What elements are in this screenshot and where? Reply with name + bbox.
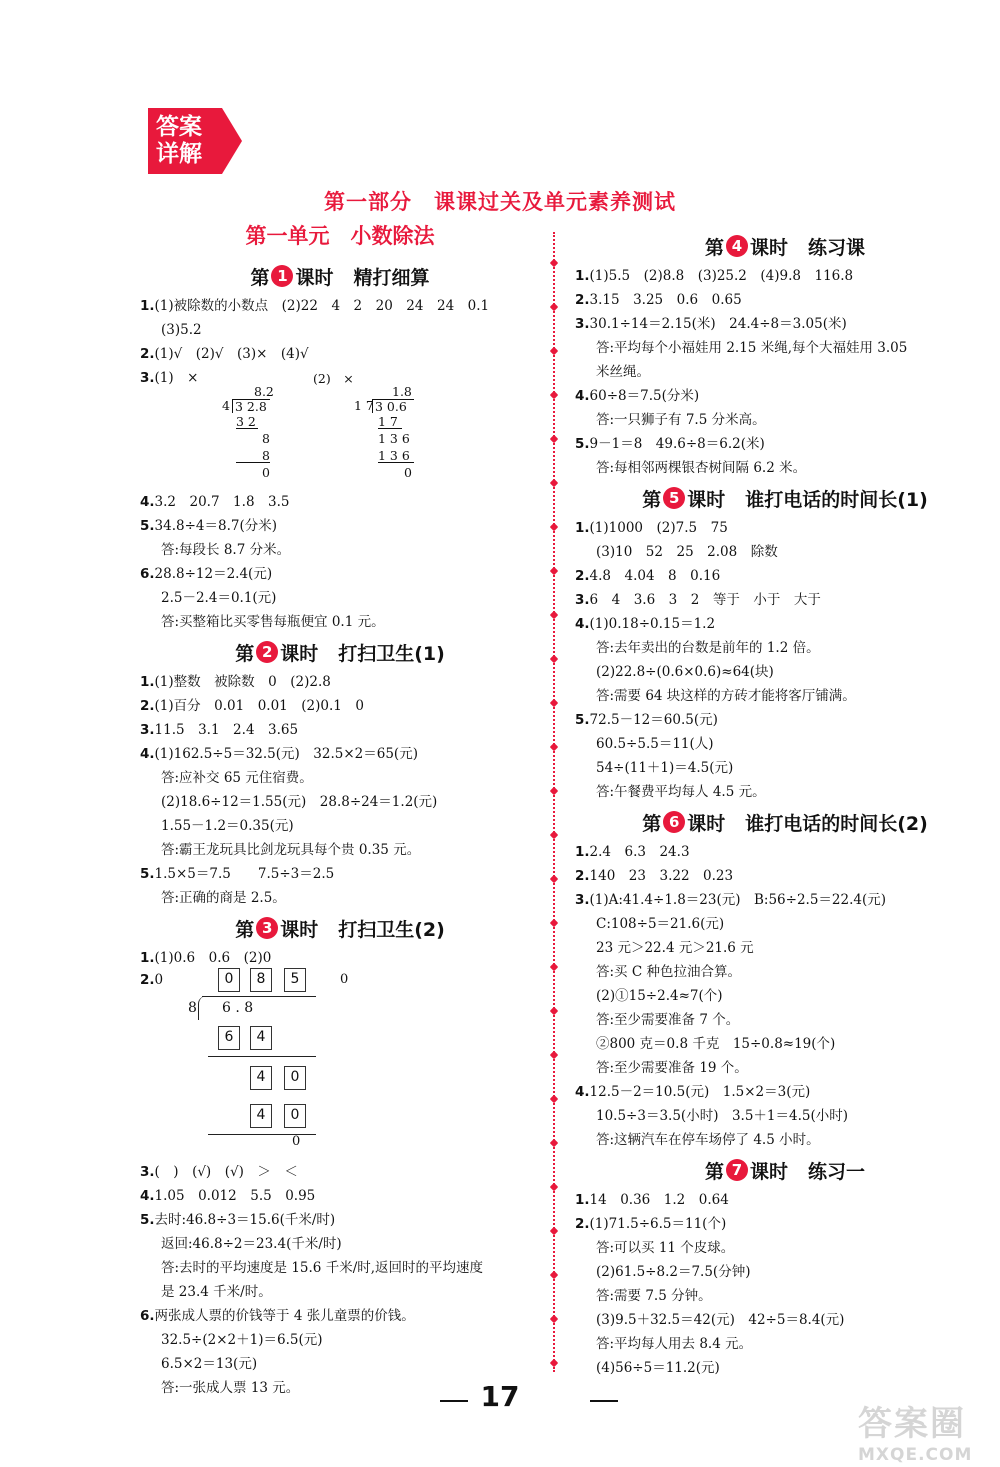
answer-text: C:108÷5＝21.6(元) bbox=[596, 916, 725, 932]
left-column bbox=[140, 222, 540, 1400]
quotient-box: 8 bbox=[250, 968, 272, 992]
answer-line bbox=[575, 708, 995, 732]
lesson-prefix: 第 bbox=[642, 812, 662, 835]
answer-text: 23 元＞22.4 元＞21.6 元 bbox=[596, 940, 754, 956]
answer-line bbox=[575, 612, 995, 636]
answer-text: 答:买整箱比买零售每瓶便宜 0.1 元。 bbox=[161, 614, 385, 630]
answer-line bbox=[140, 968, 163, 992]
lesson-name: 打扫卫生(1) bbox=[338, 642, 445, 665]
footer-rule-right bbox=[590, 1400, 618, 1402]
lesson-suffix: 课时 bbox=[280, 642, 319, 665]
answer-text: (1)162.5÷5＝32.5(元) 32.5×2＝65(元) bbox=[154, 746, 418, 762]
divider-marker bbox=[550, 1227, 558, 1235]
answer-text: 答:一张成人票 13 元。 bbox=[161, 1380, 300, 1396]
lesson-suffix: 课时 bbox=[280, 918, 319, 941]
question-number: 4. bbox=[140, 746, 155, 762]
lesson-prefix: 第 bbox=[235, 642, 255, 665]
lesson-name: 谁打电话的时间长(1) bbox=[745, 488, 928, 511]
answer-text: 答:霸王龙玩具比剑龙玩具每个贵 0.35 元。 bbox=[161, 842, 421, 858]
answer-text: 140 23 3.22 0.23 bbox=[589, 868, 734, 884]
answer-line bbox=[140, 1256, 540, 1280]
divider-marker bbox=[550, 523, 558, 531]
answer-line bbox=[575, 384, 995, 408]
divider-marker bbox=[550, 1183, 558, 1191]
question-number: 1. bbox=[575, 520, 590, 536]
answer-text: 答:应补交 65 元住宿费。 bbox=[161, 770, 313, 786]
answer-text: 1.5×5＝7.5 7.5÷3＝2.5 bbox=[154, 866, 335, 882]
watermark-top: 答案圈 bbox=[858, 1404, 966, 1444]
answer-text: (1)百分 0.01 0.01 (2)0.1 0 bbox=[154, 698, 364, 714]
answer-text: 32.5÷(2×2＋1)＝6.5(元) bbox=[161, 1332, 323, 1348]
divider-marker bbox=[550, 875, 558, 883]
answer-line bbox=[575, 360, 995, 384]
question-number: 5. bbox=[575, 436, 590, 452]
divider-marker bbox=[550, 699, 558, 707]
answer-text: (1)A:41.4÷1.8＝23(元) B:56÷2.5＝22.4(元) bbox=[589, 892, 887, 908]
part-title: 第一部分 课课过关及单元素养测试 bbox=[324, 190, 676, 214]
answer-line bbox=[575, 1236, 995, 1260]
question-number: 2. bbox=[575, 292, 590, 308]
answer-text: (4)56÷5＝11.2(元) bbox=[596, 1360, 720, 1376]
answer-text: 6.5×2＝13(元) bbox=[161, 1356, 258, 1372]
answer-text: 2.4 6.3 24.3 bbox=[589, 844, 690, 860]
lesson-suffix: 课时 bbox=[687, 488, 726, 511]
answer-text: (3)9.5＋32.5＝42(元) 42÷5＝8.4(元) bbox=[596, 1312, 845, 1328]
answer-line bbox=[140, 946, 540, 970]
answer-text: (2)18.6÷12＝1.55(元) 28.8÷24＝1.2(元) bbox=[161, 794, 438, 810]
lesson-name: 打扫卫生(2) bbox=[338, 918, 445, 941]
answer-line bbox=[575, 588, 995, 612]
long-division-2 bbox=[354, 386, 424, 486]
final-remainder: 0 bbox=[292, 1134, 301, 1149]
divider-marker bbox=[550, 1271, 558, 1279]
answer-text: 答:至少需要准备 19 个。 bbox=[596, 1060, 748, 1076]
quotient: 8.2 bbox=[254, 384, 274, 399]
answer-line bbox=[140, 886, 540, 910]
answer-text: 2.5－2.4＝0.1(元) bbox=[161, 590, 277, 606]
answer-line bbox=[140, 790, 540, 814]
lesson-1-heading bbox=[140, 258, 540, 294]
answer-text: 答:每相邻两棵银杏树间隔 6.2 米。 bbox=[596, 460, 807, 476]
answer-line bbox=[575, 684, 995, 708]
answer-line bbox=[575, 1356, 995, 1380]
answer-line bbox=[140, 1280, 540, 1304]
answer-text: ( ) (√) (√) ＞ ＜ bbox=[154, 1164, 298, 1180]
question-number: 4. bbox=[575, 388, 590, 404]
divider-marker bbox=[550, 1007, 558, 1015]
right-column bbox=[575, 228, 995, 1380]
answer-line bbox=[575, 960, 995, 984]
subtract-line bbox=[208, 1056, 316, 1057]
answer-text: 去时:46.8÷3＝15.6(千米/时) bbox=[154, 1212, 336, 1228]
quotient-box: 0 bbox=[218, 968, 240, 992]
answer-text: 30.1÷14＝2.15(米) 24.4÷8＝3.05(米) bbox=[589, 316, 847, 332]
divider-marker bbox=[550, 1051, 558, 1059]
answer-line bbox=[575, 456, 995, 480]
question-number: 2. bbox=[575, 868, 590, 884]
lesson-number-badge: 6 bbox=[663, 811, 685, 833]
answer-line bbox=[575, 1080, 995, 1104]
question-number: 1. bbox=[575, 268, 590, 284]
divider-marker bbox=[550, 611, 558, 619]
question-number: 6. bbox=[140, 1308, 155, 1324]
answer-text: 答:去年卖出的台数是前年的 1.2 倍。 bbox=[596, 640, 820, 656]
lesson-prefix: 第 bbox=[250, 266, 270, 289]
question-number: 3. bbox=[140, 1164, 155, 1180]
answer-text: 两张成人票的价钱等于 4 张儿童票的价钱。 bbox=[154, 1308, 415, 1324]
answer-text: 答:正确的商是 2.5。 bbox=[161, 890, 286, 906]
answer-text: 米丝绳。 bbox=[596, 364, 650, 380]
lesson-suffix: 课时 bbox=[687, 812, 726, 835]
divider-marker bbox=[550, 1359, 558, 1367]
answer-text: 60.5÷5.5＝11(人) bbox=[596, 736, 714, 752]
answer-line bbox=[140, 694, 540, 718]
answer-line bbox=[575, 1284, 995, 1308]
answer-line bbox=[575, 288, 995, 312]
answer-text: 9－1＝8 49.6÷8＝6.2(米) bbox=[589, 436, 765, 452]
watermark-bottom: MXQE.COM bbox=[858, 1445, 973, 1465]
answer-line bbox=[140, 1304, 540, 1328]
answer-text: (1)71.5÷6.5＝11(个) bbox=[589, 1216, 727, 1232]
lesson-1-answers-cont bbox=[140, 490, 540, 634]
answer-line bbox=[140, 342, 540, 366]
answer-text: (3)5.2 bbox=[161, 322, 202, 338]
answer-line bbox=[575, 1056, 995, 1080]
page-number: 17 bbox=[480, 1380, 520, 1413]
answer-line bbox=[575, 756, 995, 780]
answer-line bbox=[575, 432, 995, 456]
lesson-3-answers bbox=[140, 1160, 540, 1400]
lesson-suffix: 课时 bbox=[749, 1160, 788, 1183]
step-3: 8 bbox=[236, 450, 270, 463]
divider-marker bbox=[550, 787, 558, 795]
lesson-6-heading bbox=[575, 804, 995, 840]
question-number: 3. bbox=[140, 722, 155, 738]
answer-text: 0 bbox=[154, 972, 164, 988]
lesson-number-badge: 7 bbox=[726, 1159, 748, 1181]
question-number: 4. bbox=[575, 1084, 590, 1100]
answer-text: 28.8÷12＝2.4(元) bbox=[154, 566, 273, 582]
answer-line bbox=[575, 1260, 995, 1284]
lesson-name: 练习一 bbox=[808, 1160, 866, 1183]
question-number: 2. bbox=[140, 346, 155, 362]
answer-line bbox=[140, 814, 540, 838]
answer-text: 答:每段长 8.7 分米。 bbox=[161, 542, 291, 558]
answer-line bbox=[140, 586, 540, 610]
question-number: 3. bbox=[575, 316, 590, 332]
question-number: 2. bbox=[575, 1216, 590, 1232]
answer-text: 60÷8＝7.5(分米) bbox=[589, 388, 700, 404]
lesson-5-answers bbox=[575, 516, 995, 804]
answer-line bbox=[140, 318, 540, 342]
answer-line bbox=[140, 1160, 540, 1184]
divider-marker bbox=[550, 655, 558, 663]
answer-text: 答:可以买 11 个皮球。 bbox=[596, 1240, 735, 1256]
lesson-5-heading bbox=[575, 480, 995, 516]
answer-line bbox=[140, 1232, 540, 1256]
divider-marker bbox=[550, 1139, 558, 1147]
quotient-box: 5 bbox=[284, 968, 306, 992]
badge-line-1: 答案 bbox=[156, 114, 202, 140]
answer-text: (1)1000 (2)7.5 75 bbox=[589, 520, 728, 536]
question-number: 5. bbox=[140, 518, 155, 534]
answer-text: ②800 克＝0.8 千克 15÷0.8≈19(个) bbox=[596, 1036, 836, 1052]
question-number: 3. bbox=[575, 892, 590, 908]
division-bar bbox=[202, 996, 316, 997]
answer-line bbox=[575, 1188, 995, 1212]
answer-text: (1)0.6 0.6 (2)0 bbox=[154, 950, 272, 966]
answer-text: 34.8÷4＝8.7(分米) bbox=[154, 518, 277, 534]
answer-text: 答:这辆汽车在停车场停了 4.5 小时。 bbox=[596, 1132, 820, 1148]
answer-line bbox=[575, 408, 995, 432]
answer-text: 答:需要 64 块这样的方砖才能将客厅铺满。 bbox=[596, 688, 856, 704]
answer-line bbox=[575, 1308, 995, 1332]
lesson-prefix: 第 bbox=[704, 236, 724, 259]
question-number: 5. bbox=[140, 1212, 155, 1228]
answer-line bbox=[575, 936, 995, 960]
answer-line bbox=[140, 1184, 540, 1208]
question-number: 4. bbox=[140, 1188, 155, 1204]
answer-line bbox=[140, 490, 540, 514]
answer-line bbox=[140, 538, 540, 562]
answer-line bbox=[575, 540, 995, 564]
question-number: 2. bbox=[575, 568, 590, 584]
question-number: 1. bbox=[140, 950, 155, 966]
remainder-box: 0 bbox=[284, 1066, 306, 1090]
answer-text: 答:一只狮子有 7.5 分米高。 bbox=[596, 412, 766, 428]
answer-text: (1)5.5 (2)8.8 (3)25.2 (4)9.8 116.8 bbox=[589, 268, 854, 284]
answer-line bbox=[575, 636, 995, 660]
divider-marker bbox=[550, 1315, 558, 1323]
answer-line bbox=[575, 1008, 995, 1032]
divider-marker bbox=[550, 963, 558, 971]
answer-text: 是 23.4 千米/时。 bbox=[161, 1284, 272, 1300]
answer-line bbox=[575, 840, 995, 864]
lesson-7-answers bbox=[575, 1188, 995, 1380]
answer-text: (1)√ (2)√ (3)× (4)√ bbox=[154, 346, 309, 362]
question-number: 3. bbox=[140, 370, 155, 386]
step-1: 3 2 bbox=[236, 416, 258, 429]
answer-line bbox=[575, 1332, 995, 1356]
divider-marker bbox=[550, 391, 558, 399]
divider-marker bbox=[550, 347, 558, 355]
answer-line bbox=[140, 514, 540, 538]
answer-line bbox=[140, 838, 540, 862]
answer-text: 1.05 0.012 5.5 0.95 bbox=[154, 1188, 316, 1204]
answer-text: 答:平均每个小福娃用 2.15 米绳,每个大福娃用 3.05 bbox=[596, 340, 908, 356]
long-division-1 bbox=[222, 386, 282, 486]
lesson-prefix: 第 bbox=[235, 918, 255, 941]
unit-title: 第一单元 小数除法 bbox=[245, 224, 435, 248]
step-2: 1 3 6 bbox=[378, 431, 410, 446]
lesson-2-heading bbox=[140, 634, 540, 670]
answer-line bbox=[140, 1208, 540, 1232]
question-number: 1. bbox=[575, 1192, 590, 1208]
quotient: 1.8 bbox=[392, 384, 412, 399]
answer-text: 54÷(11＋1)＝4.5(元) bbox=[596, 760, 734, 776]
answer-text: (2)①15÷2.4≈7(个) bbox=[596, 988, 723, 1004]
answer-line bbox=[575, 780, 995, 804]
answer-line bbox=[575, 564, 995, 588]
divider-marker bbox=[550, 479, 558, 487]
answer-line bbox=[140, 1352, 540, 1376]
question-number: 4. bbox=[140, 494, 155, 510]
step-3: 1 3 6 bbox=[378, 450, 414, 463]
answer-text: 10.5÷3＝3.5(小时) 3.5＋1＝4.5(小时) bbox=[596, 1108, 849, 1124]
divider-marker bbox=[550, 1095, 558, 1103]
answer-text: 11.5 3.1 2.4 3.65 bbox=[154, 722, 299, 738]
lesson-prefix: 第 bbox=[704, 1160, 724, 1183]
answer-text: 答:买 C 种色拉油合算。 bbox=[596, 964, 741, 980]
answer-text: (2)61.5÷8.2＝7.5(分钟) bbox=[596, 1264, 751, 1280]
lesson-number-badge: 2 bbox=[256, 641, 278, 663]
answer-text: (3)10 52 25 2.08 除数 bbox=[596, 544, 778, 560]
product-box: 4 bbox=[250, 1104, 272, 1128]
divider-marker bbox=[550, 435, 558, 443]
answer-line bbox=[140, 1328, 540, 1352]
step-2: 8 bbox=[262, 431, 270, 446]
question-number: 2. bbox=[140, 698, 155, 714]
divisor: 8 bbox=[188, 1000, 197, 1016]
column-divider bbox=[553, 232, 555, 1372]
divisor: 4 bbox=[222, 398, 230, 413]
lesson-number-badge: 3 bbox=[256, 917, 278, 939]
answer-line bbox=[575, 312, 995, 336]
answer-line bbox=[575, 864, 995, 888]
question-number: 6. bbox=[140, 566, 155, 582]
badge-line-2: 详解 bbox=[156, 141, 202, 167]
lesson-2-answers bbox=[140, 670, 540, 910]
remainder-box: 4 bbox=[250, 1066, 272, 1090]
question-number: 1. bbox=[140, 674, 155, 690]
answer-text: 3.2 20.7 1.8 3.5 bbox=[154, 494, 290, 510]
answer-line bbox=[575, 660, 995, 684]
answer-line bbox=[575, 264, 995, 288]
long-division-block bbox=[140, 371, 540, 490]
answer-line bbox=[575, 1212, 995, 1236]
question-number: 1. bbox=[140, 298, 155, 314]
lesson-4-heading bbox=[575, 228, 995, 264]
answer-line bbox=[140, 742, 540, 766]
lesson-number-badge: 1 bbox=[271, 265, 293, 287]
lesson-3-heading bbox=[140, 910, 540, 946]
lesson-number-badge: 4 bbox=[726, 235, 748, 257]
answer-line bbox=[140, 670, 540, 694]
answer-line bbox=[140, 718, 540, 742]
answer-text: 6 4 3.6 3 2 等于 小于 大于 bbox=[589, 592, 821, 608]
answer-text: (1)0.18÷0.15＝1.2 bbox=[589, 616, 716, 632]
dividend: 3 0.6 bbox=[372, 399, 414, 413]
answer-line bbox=[575, 984, 995, 1008]
lesson-6-answers bbox=[575, 840, 995, 1152]
divider-marker bbox=[550, 831, 558, 839]
answer-text: 72.5－12＝60.5(元) bbox=[589, 712, 718, 728]
lesson-7-heading bbox=[575, 1152, 995, 1188]
answer-text: 1.55－1.2＝0.35(元) bbox=[161, 818, 294, 834]
boxed-division-block bbox=[140, 970, 540, 1160]
answer-line bbox=[575, 1104, 995, 1128]
product-box: 0 bbox=[284, 1104, 306, 1128]
answer-text: 12.5－2＝10.5(元) 1.5×2＝3(元) bbox=[589, 1084, 811, 1100]
lesson-name: 练习课 bbox=[808, 236, 866, 259]
answer-line bbox=[575, 912, 995, 936]
answer-line bbox=[575, 516, 995, 540]
answer-text: 答:需要 7.5 分钟。 bbox=[596, 1288, 712, 1304]
answer-line bbox=[140, 862, 540, 886]
lesson-suffix: 课时 bbox=[295, 266, 334, 289]
answer-text: 答:午餐费平均每人 4.5 元。 bbox=[596, 784, 766, 800]
lesson-number-badge: 5 bbox=[663, 487, 685, 509]
product-box: 6 bbox=[218, 1026, 240, 1050]
answer-text: 4.8 4.04 8 0.16 bbox=[589, 568, 721, 584]
lesson-name: 谁打电话的时间长(2) bbox=[745, 812, 928, 835]
question-number: 4. bbox=[575, 616, 590, 632]
answer-text: (1)整数 被除数 0 (2)2.8 bbox=[154, 674, 331, 690]
answer-text: 返回:46.8÷2＝23.4(千米/时) bbox=[161, 1236, 342, 1252]
answer-line bbox=[140, 610, 540, 634]
answer-line bbox=[575, 1032, 995, 1056]
lesson-suffix: 课时 bbox=[749, 236, 788, 259]
divider-marker bbox=[550, 259, 558, 267]
badge-text bbox=[156, 114, 218, 168]
answer-text: 答:去时的平均速度是 15.6 千米/时,返回时的平均速度 bbox=[161, 1260, 484, 1276]
question-number: 5. bbox=[140, 866, 155, 882]
dividend: 6 . 8 bbox=[222, 1000, 254, 1016]
question-number: 3. bbox=[575, 592, 590, 608]
answer-text: (2)22.8÷(0.6×0.6)≈64(块) bbox=[596, 664, 774, 680]
divisor: 1 7 bbox=[354, 398, 374, 413]
step-4: 0 bbox=[404, 465, 412, 480]
answer-line bbox=[575, 732, 995, 756]
answer-line bbox=[140, 294, 540, 318]
watermark bbox=[858, 1396, 988, 1465]
divider-marker bbox=[550, 303, 558, 311]
answer-text: 答:至少需要准备 7 个。 bbox=[596, 1012, 740, 1028]
question-number: 2. bbox=[140, 972, 155, 988]
product-box: 4 bbox=[250, 1026, 272, 1050]
answer-text: 答:平均每人用去 8.4 元。 bbox=[596, 1336, 753, 1352]
divider-marker bbox=[550, 743, 558, 751]
lesson-prefix: 第 bbox=[642, 488, 662, 511]
division-bracket bbox=[198, 996, 208, 1020]
answer-text: 3.15 3.25 0.6 0.65 bbox=[589, 292, 742, 308]
answer-line bbox=[140, 766, 540, 790]
lesson-4-answers bbox=[575, 264, 995, 480]
answer-badge bbox=[148, 108, 242, 174]
trailing-zero: 0 bbox=[340, 972, 349, 987]
answer-text: (1) × bbox=[154, 370, 199, 386]
answer-line bbox=[575, 1128, 995, 1152]
q3-part2-label: (2) × bbox=[313, 371, 354, 386]
question-number: 5. bbox=[575, 712, 590, 728]
step-4: 0 bbox=[262, 465, 270, 480]
step-1: 1 7 bbox=[378, 416, 402, 429]
lesson-name: 精打细算 bbox=[353, 266, 430, 289]
divider-marker bbox=[550, 919, 558, 927]
divider-marker bbox=[550, 567, 558, 575]
answer-text: (1)被除数的小数点 (2)22 4 2 20 24 24 0.1 bbox=[154, 298, 490, 314]
answer-line bbox=[575, 336, 995, 360]
question-number: 1. bbox=[575, 844, 590, 860]
answer-text: 14 0.36 1.2 0.64 bbox=[589, 1192, 729, 1208]
answer-line bbox=[140, 562, 540, 586]
answer-line bbox=[575, 888, 995, 912]
dividend: 3 2.8 bbox=[232, 399, 270, 413]
